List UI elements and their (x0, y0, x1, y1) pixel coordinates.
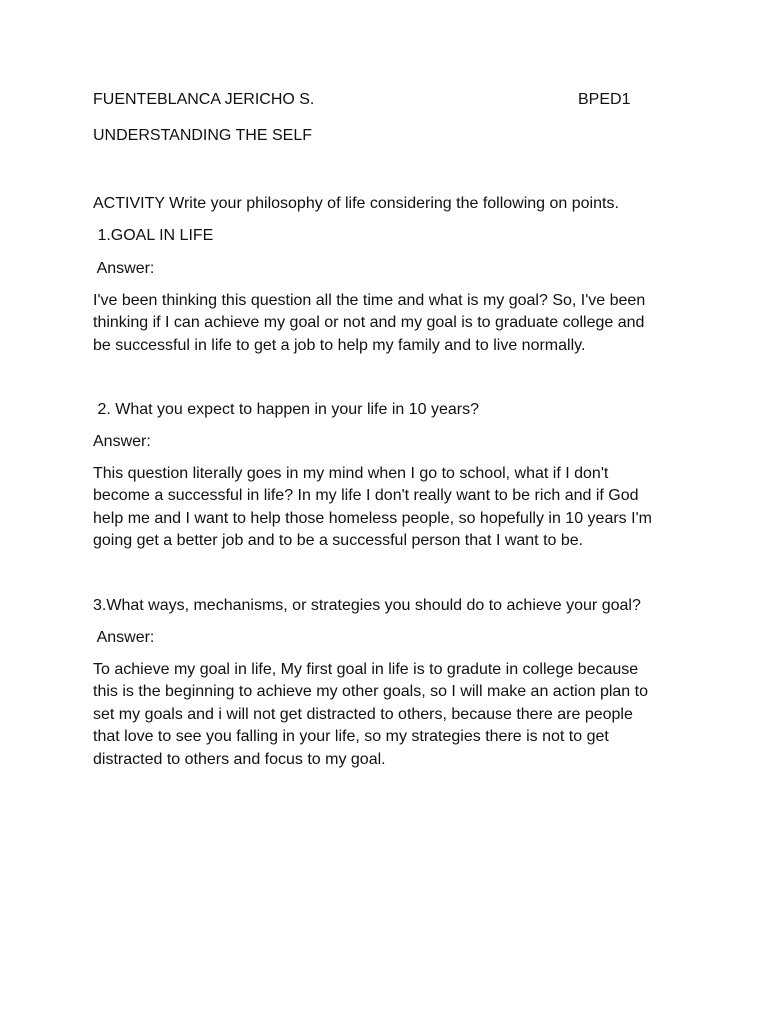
answer-3: To achieve my goal in life, My first goal in life is to gradute in college because this is the beginning to achieve my other goals, so I will make an action plan to set my goals and i will not get distracted to others, because there are people that love to see you falling in your life, so my strategies there is not to get distracted to others and focus to my goal. (93, 661, 648, 768)
answer-1: I've been thinking this question all the time and what is my goal? So, I've been thinking if I can achieve my goal or not and my goal is to graduate college and be successful in life to get a job to help my family and to live normally. (93, 292, 646, 354)
answer-label-2: Answer: (93, 433, 151, 450)
answer-label-3: Answer: (93, 629, 155, 646)
student-name: FUENTEBLANCA JERICHO S. (93, 91, 315, 108)
answer-label-1: Answer: (93, 260, 155, 277)
answer-2: This question literally goes in my mind when I go to school, what if I don't become a successful in life? In my life I don't really want to be rich and if God help me and I want to help those homeless people, so hopefully in 10 years I'm going get a better job and to be a successful person that I want to be. (93, 465, 652, 550)
question-1: 1.GOAL IN LIFE (93, 227, 214, 244)
question-2: 2. What you expect to happen in your life in 10 years? (93, 401, 480, 418)
activity-instruction: ACTIVITY Write your philosophy of life considering the following on points. (93, 195, 619, 212)
question-3: 3.What ways, mechanisms, or strategies you should do to achieve your goal? (93, 597, 641, 614)
section-code: BPED1 (578, 91, 631, 108)
subject-title: UNDERSTANDING THE SELF (93, 127, 312, 144)
